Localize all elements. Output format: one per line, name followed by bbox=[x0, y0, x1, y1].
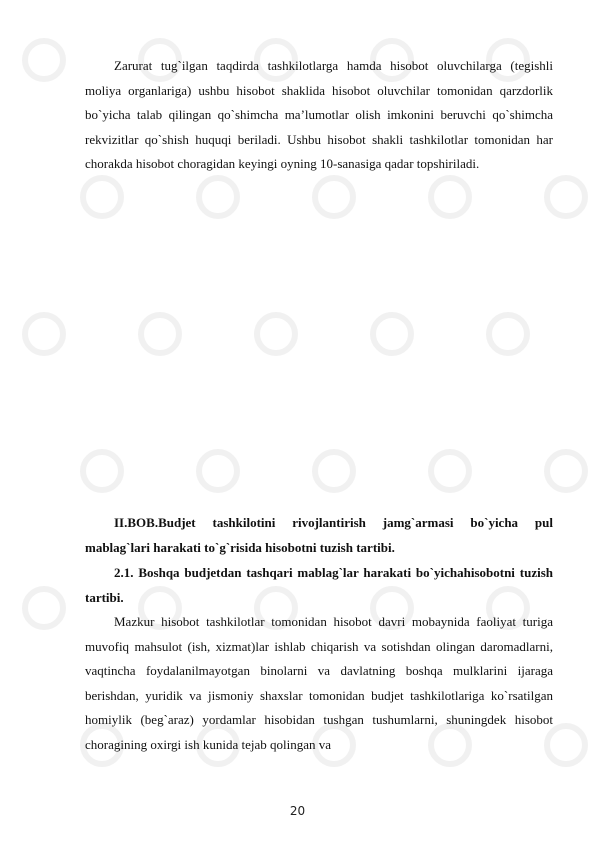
body-paragraph-intro: Zarurat tug`ilgan taqdirda tashkilotlarga hamda hisobot oluvchilarga (tegishli moliya organlariga) ushbu hisobot shaklida hisobot oluvchilar tomonidan qarzdorlik bo`yicha talab qilingan qo`shimcha ma’lumotlar olish imkonini beruvchi qo`shimcha rekvizitlar qo`shish huquqi beriladi. Ushbu hisobot shakli tashkilotlar tomonidan har chorakda hisobot choragidan keyingi oyning 10-sanasiga qadar topshiriladi. bbox=[85, 58, 553, 172]
section-heading: 2.1. Boshqa budjetdan tashqari mablag`lar harakati bo`yichahisobotni tuzish tartibi. bbox=[85, 565, 553, 605]
watermark-ring bbox=[196, 175, 240, 219]
watermark-ring bbox=[428, 175, 472, 219]
watermark-ring bbox=[370, 312, 414, 356]
watermark-ring bbox=[544, 449, 588, 493]
watermark-ring bbox=[312, 449, 356, 493]
watermark-ring bbox=[312, 175, 356, 219]
watermark-ring bbox=[22, 38, 66, 82]
watermark-ring bbox=[254, 312, 298, 356]
page-number: 20 bbox=[289, 804, 306, 818]
watermark-ring bbox=[138, 312, 182, 356]
watermark-ring bbox=[544, 175, 588, 219]
watermark-ring bbox=[80, 449, 124, 493]
watermark-ring bbox=[80, 175, 124, 219]
watermark-ring bbox=[196, 449, 240, 493]
watermark-ring bbox=[22, 312, 66, 356]
watermark-ring bbox=[486, 312, 530, 356]
watermark-ring bbox=[428, 449, 472, 493]
body-paragraph-section: Mazkur hisobot tashkilotlar tomonidan hisobot davri mobaynida faoliyat turiga muvofiq mahsulot (ish, xizmat)lar ishlab chiqarish va sotishdan olingan daromadlarni, vaqtincha foydalanilmayotgan binolarni va davlatning boshqa mulklarini ijaraga berishdan, yuridik va jismoniy shaxslar tomonidan budjet tashkilotlariga ko`rsatilgan homiylik (beg`araz) yordamlar hisobidan tushgan tushumlarni, shuningdek hisobot choragining oxirgi ish kunida tejab qolingan va bbox=[85, 614, 553, 752]
watermark-ring bbox=[22, 586, 66, 630]
chapter-heading: II.BOB.Budjet tashkilotini rivojlantirish jamg`armasi bo`yicha pul mablag`lari harakati to`g`risida hisobotni tuzish tartibi. bbox=[85, 515, 553, 555]
